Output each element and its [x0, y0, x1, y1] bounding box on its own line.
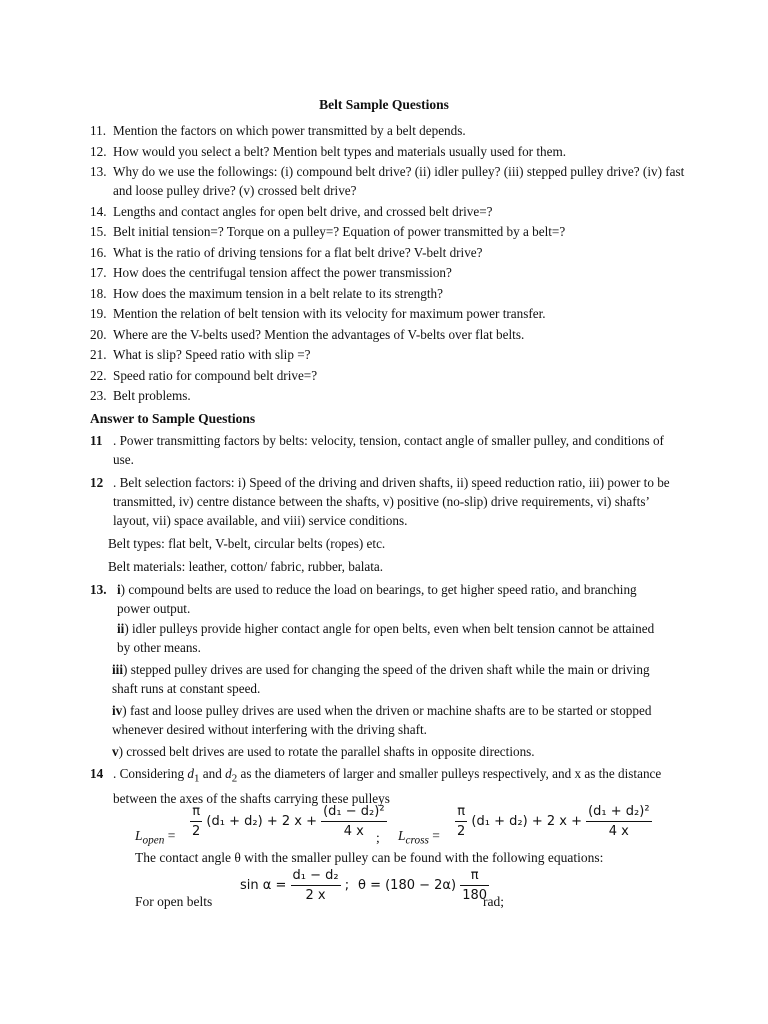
item-label: iv: [112, 703, 123, 718]
question-item: [90, 121, 690, 140]
belt-types-text: Belt types: flat belt, V-belt, circular belts (ropes) etc.: [108, 536, 386, 551]
four-x: 4 x: [343, 824, 364, 839]
l-open-label: [135, 826, 175, 851]
question-text: Why do we use the followings: (i) compound belt drive? (ii) idler pulley? (iii) stepped pulley drive? (iv) fast and loose pulley drive? (v) crossed belt drive?: [113, 164, 685, 198]
question-item: [90, 345, 690, 364]
question-text: Mention the factors on which power transmitted by a belt depends.: [113, 123, 466, 138]
question-item: [90, 162, 690, 200]
sin-alpha: sin α =: [240, 878, 287, 893]
var-d2: d: [225, 766, 232, 781]
pi-over-2: [190, 802, 202, 841]
item-text: ) crossed belt drives are used to rotate the parallel shafts in opposite directions.: [118, 744, 535, 759]
l-open-formula: [190, 802, 387, 841]
question-number: 23.: [90, 388, 107, 403]
text-run: as the diameters of larger and smaller pulleys respectively, and x as the distance between the axes of the shafts carrying these pulleys: [113, 766, 662, 806]
question-text: Belt problems.: [113, 388, 191, 403]
paren-open: (: [206, 814, 212, 829]
item-text: ) fast and loose pulley drives are used when the driven or machine shafts are to be started or stopped whenever desired without interfering with the driving shaft.: [112, 703, 652, 737]
page-title: Belt Sample Questions: [319, 97, 449, 112]
sub-2: 2: [231, 772, 238, 785]
answer-number: 12: [90, 475, 104, 490]
question-item: [90, 325, 690, 344]
sub-1: 1: [193, 772, 200, 785]
question-item: [90, 366, 690, 385]
item-label: ii: [117, 621, 125, 636]
var-L: L: [135, 828, 143, 843]
semicolon: ;: [344, 878, 350, 893]
var-d1: d: [187, 766, 194, 781]
theta-eq: θ = (180 − 2α): [358, 878, 457, 893]
pi-symbol: π: [460, 866, 489, 886]
answer-text: . Belt selection factors: i) Speed of the driving and driven shafts, ii) speed reduction ratio, iii) power to be transmitted, iv) centre distance between the shafts, v) positive (no-slip) drive requirements, vi) shafts’ layout, vii) space available, and viii) service conditions.: [113, 475, 670, 528]
question-text: What is the ratio of driving tensions for a flat belt drive? V-belt drive?: [113, 244, 483, 260]
question-number: 21.: [90, 347, 107, 362]
l-cross-formula: [455, 802, 652, 841]
rad-label: rad;: [483, 894, 504, 909]
question-number: 15.: [90, 224, 107, 239]
question-number: 14.: [90, 203, 107, 219]
item-label: i: [117, 582, 121, 597]
answer-number: 14: [90, 766, 104, 781]
question-text: Belt initial tension=? Torque on a pulley=? Equation of power transmitted by a belt=?: [113, 224, 566, 239]
answer-13-i: [113, 580, 670, 618]
item-text: ) idler pulleys provide higher contact angle for open belts, even when belt tension cannot be attained by other means.: [117, 621, 655, 655]
item-text: ) stepped pulley drives are used for changing the speed of the driven shaft while the main or driving shaft runs at constant speed.: [112, 662, 650, 696]
question-number: 12.: [90, 143, 107, 159]
question-text: Mention the relation of belt tension with its velocity for maximum power transfer.: [113, 306, 546, 321]
question-number: 17.: [90, 265, 107, 280]
sub-open: open: [142, 834, 165, 847]
equals-sign: =: [167, 828, 176, 843]
question-text: Speed ratio for compound belt drive=?: [113, 367, 318, 383]
answer-list: [90, 431, 670, 812]
text-run: . Considering: [113, 766, 188, 781]
var-L: L: [398, 828, 406, 843]
four-x: 4 x: [608, 824, 629, 839]
semicolon: ;: [376, 830, 380, 845]
sum-squared: (d₁ + d₂)²: [586, 802, 651, 822]
l-cross-label: [398, 826, 440, 851]
one-eighty: 180: [462, 888, 488, 903]
sum-term: d₁ + d₂: [476, 814, 523, 829]
question-item: [90, 142, 690, 161]
pi-symbol: π: [455, 802, 467, 822]
question-text: How would you select a belt? Mention belt types and materials usually used for them.: [113, 143, 567, 159]
pi-over-2: [455, 802, 467, 841]
paren-close: ): [522, 814, 528, 829]
question-item: [90, 222, 690, 241]
answers-heading: Answer to Sample Questions: [90, 411, 256, 426]
answer-13-ii: [117, 619, 670, 657]
paren-open: (: [471, 814, 477, 829]
theta-formula: [358, 866, 489, 905]
question-text: What is slip? Speed ratio with slip =?: [113, 347, 311, 362]
answer-number: 13.: [90, 582, 107, 597]
answer-11: [90, 431, 670, 469]
answer-13-iv: [112, 701, 670, 739]
plus-2x-term: + 2 x +: [266, 814, 317, 829]
question-item: [90, 304, 690, 323]
question-item: [90, 386, 690, 405]
text-run: and: [199, 766, 226, 781]
question-number: 22.: [90, 367, 107, 383]
question-text: Lengths and contact angles for open belt drive, and crossed belt drive=?: [113, 203, 493, 219]
item-label: iii: [112, 662, 123, 677]
pi-symbol: π: [190, 802, 202, 822]
diff-over-2x: [291, 866, 341, 905]
sum-sq-over-4x: [586, 802, 651, 841]
answer-12: [90, 473, 670, 530]
question-number: 13.: [90, 164, 107, 179]
question-text: How does the maximum tension in a belt relate to its strength?: [113, 285, 443, 301]
question-number: 11.: [90, 123, 106, 138]
question-number: 18.: [90, 285, 107, 301]
question-number: 16.: [90, 244, 107, 260]
question-item: [90, 284, 690, 303]
answer-13: [90, 580, 670, 618]
paren-close: ): [257, 814, 263, 829]
answer-text: . Power transmitting factors by belts: velocity, tension, contact angle of smaller pulley, and conditions of use.: [113, 433, 664, 467]
sin-alpha-formula: [240, 866, 349, 905]
two: 2: [457, 824, 466, 839]
contact-angle-text: The contact angle θ with the smaller pulley can be found with the following equations:: [135, 850, 604, 865]
question-item: [90, 263, 690, 282]
diff-term: d₁ − d₂: [291, 866, 341, 886]
two: 2: [192, 824, 201, 839]
open-belts-label: For open belts: [135, 894, 213, 909]
question-text: How does the centrifugal tension affect the power transmission?: [113, 265, 452, 280]
sub-cross: cross: [405, 834, 429, 847]
answer-number: 11: [90, 433, 103, 448]
question-number: 20.: [90, 326, 107, 342]
diff-squared: (d₁ − d₂)²: [321, 802, 386, 822]
equals-sign: =: [432, 828, 440, 843]
question-text: Where are the V-belts used? Mention the advantages of V-belts over flat belts.: [113, 326, 525, 342]
question-item: [90, 202, 690, 221]
answer-13-v: [112, 742, 670, 761]
sum-term: d₁ + d₂: [211, 814, 258, 829]
two-x: 2 x: [305, 888, 326, 903]
answer-13-iii: [112, 660, 670, 698]
question-item: [90, 243, 690, 262]
item-text: ) compound belts are used to reduce the load on bearings, to get higher speed ratio, and branching power output.: [117, 582, 637, 616]
plus-2x-term: + 2 x +: [531, 814, 582, 829]
belt-materials-text: Belt materials: leather, cotton/ fabric, rubber, balata.: [108, 559, 384, 574]
item-label: v: [112, 744, 119, 759]
question-list: [90, 121, 690, 407]
question-number: 19.: [90, 306, 107, 321]
